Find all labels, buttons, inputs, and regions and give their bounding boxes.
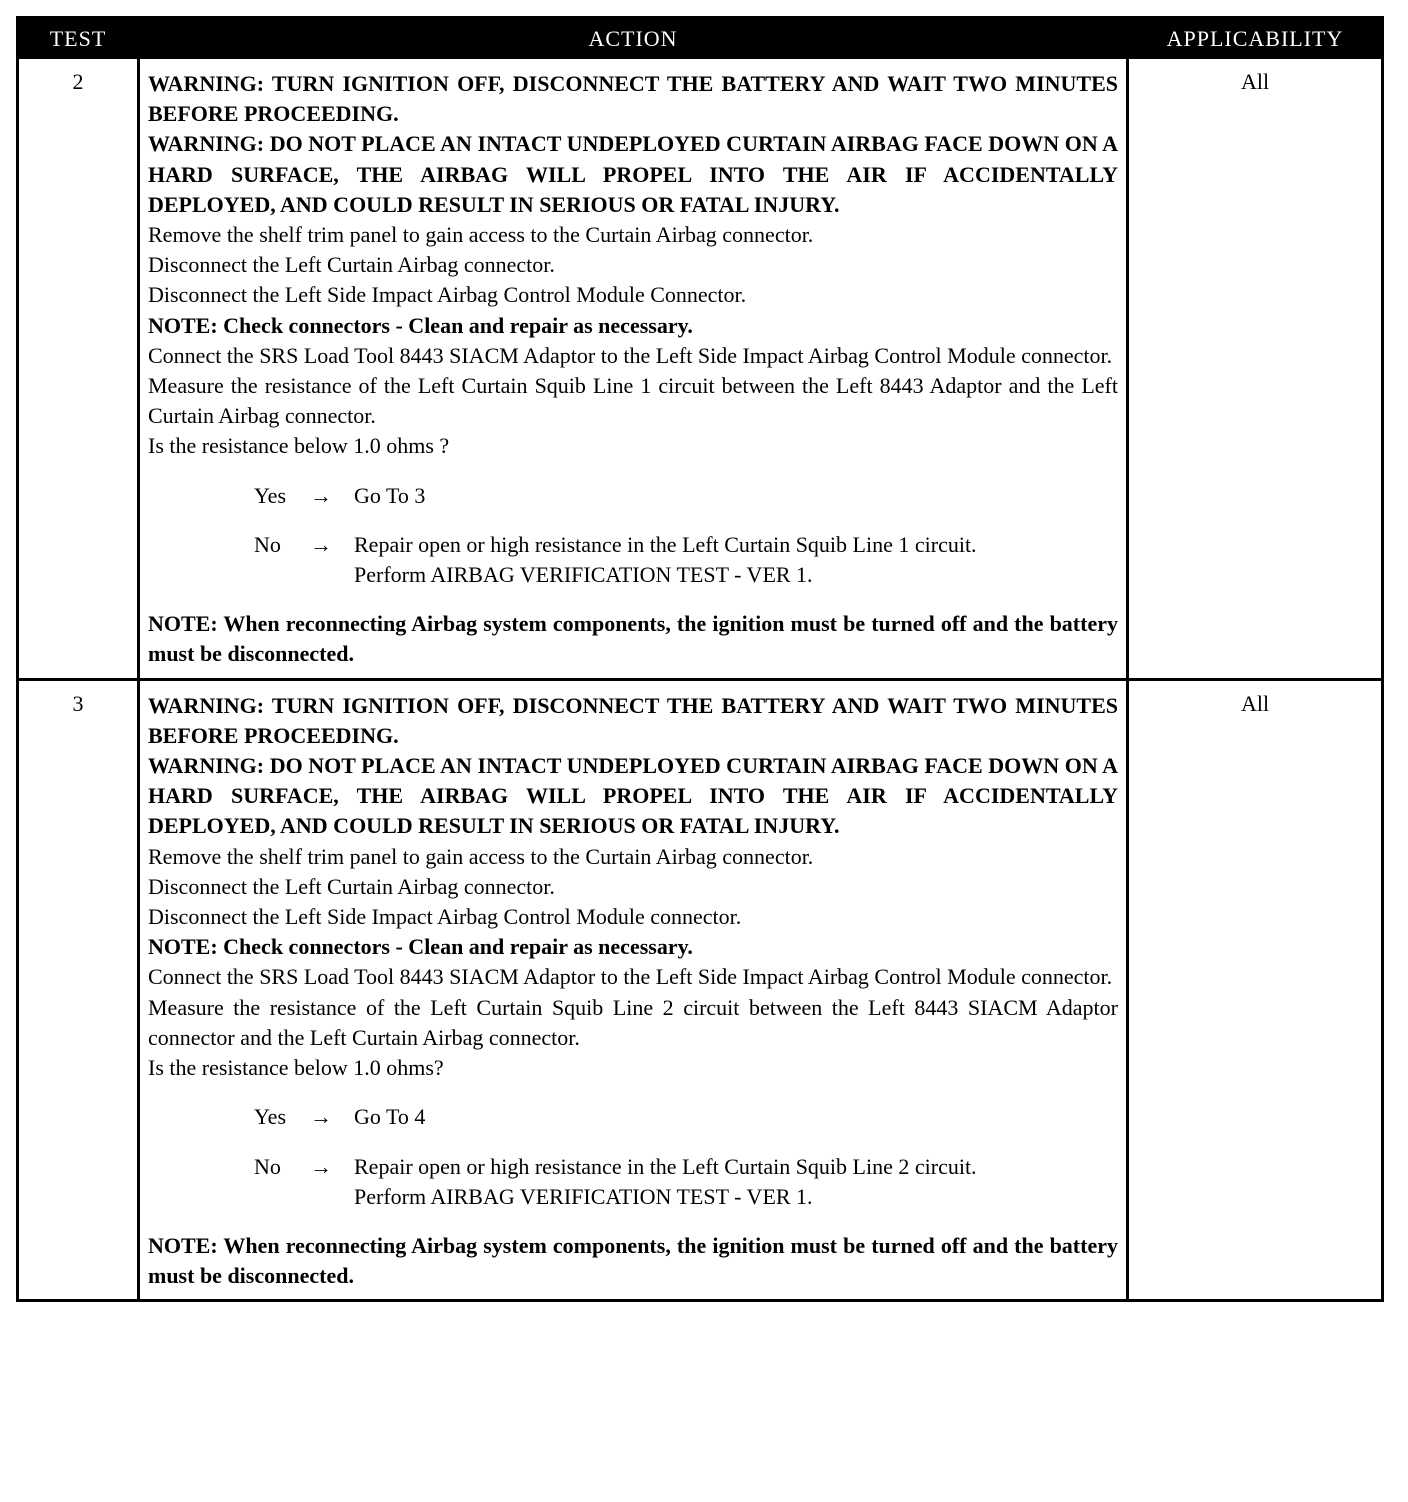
note-check-connectors: NOTE: Check connectors - Clean and repair as necessary.: [148, 934, 693, 960]
step-connect-tool: Connect the SRS Load Tool 8443 SIACM Adaptor to the Left Side Impact Airbag Control Module connector.: [148, 964, 1113, 990]
step-measure: Measure the resistance of the Left Curtain Squib Line 2 circuit between the Left 8443 SIACM Adaptor connector and the Left Curtain Airbag connector.: [148, 994, 1118, 1050]
warning-airbag-placement: WARNING: DO NOT PLACE AN INTACT UNDEPLOYED CURTAIN AIRBAG FACE DOWN ON A HARD SURFACE, THE AIRBAG WILL PROPEL INTO THE AIR IF ACCIDENTALLY DEPLOYED, AND COULD RESULT IN SERIOUS OR FATAL INJURY.: [148, 753, 1118, 839]
no-text-repair: Repair open or high resistance in the Left Curtain Squib Line 2 circuit.: [354, 1153, 977, 1179]
step-remove-trim: Remove the shelf trim panel to gain access to the Curtain Airbag connector.: [148, 843, 814, 869]
step-remove-trim: Remove the shelf trim panel to gain access to the Curtain Airbag connector.: [148, 222, 814, 248]
arrow-right-icon: →: [310, 1153, 332, 1179]
diagnostic-test-table: [16, 16, 1384, 1302]
no-text-repair: Repair open or high resistance in the Left Curtain Squib Line 1 circuit.: [354, 531, 977, 557]
no-text-verify: Perform AIRBAG VERIFICATION TEST - VER 1.: [354, 562, 813, 588]
yes-label: Yes: [254, 482, 287, 508]
no-text: [354, 1152, 1118, 1212]
step-connect-tool: Connect the SRS Load Tool 8443 SIACM Adaptor to the Left Side Impact Airbag Control Module connector.: [148, 342, 1113, 368]
table-row: [19, 678, 1381, 1300]
action-cell: [137, 681, 1129, 1300]
step-disconnect-module: Disconnect the Left Side Impact Airbag Control Module connector.: [148, 904, 742, 930]
table-row: [19, 59, 1381, 678]
applicability: All: [1240, 690, 1270, 716]
yes-text: Go To 4: [354, 1104, 426, 1130]
note-reconnecting: NOTE: When reconnecting Airbag system components, the ignition must be turned off and the battery must be disconnected.: [148, 611, 1118, 667]
arrow-right-icon: →: [310, 482, 332, 508]
no-text: [354, 530, 1118, 590]
warning-ignition: WARNING: TURN IGNITION OFF, DISCONNECT THE BATTERY AND WAIT TWO MINUTES BEFORE PROCEEDING.: [148, 692, 1118, 748]
question: Is the resistance below 1.0 ohms ?: [148, 433, 450, 459]
note-check-connectors: NOTE: Check connectors - Clean and repair as necessary.: [148, 312, 693, 338]
applicability: All: [1240, 69, 1270, 94]
no-text-verify: Perform AIRBAG VERIFICATION TEST - VER 1.: [354, 1183, 813, 1209]
header-applicability: APPLICABILITY: [1166, 26, 1344, 51]
question: Is the resistance below 1.0 ohms?: [148, 1055, 444, 1081]
step-disconnect-module: Disconnect the Left Side Impact Airbag Control Module Connector.: [148, 282, 747, 308]
action-cell: [137, 59, 1129, 678]
yes-label: Yes: [254, 1104, 287, 1130]
answer-yes: [254, 481, 1118, 511]
step-disconnect-curtain: Disconnect the Left Curtain Airbag connector.: [148, 252, 555, 278]
arrow-right-icon: →: [310, 531, 332, 557]
no-label: No: [254, 1153, 281, 1179]
warning-ignition: WARNING: TURN IGNITION OFF, DISCONNECT THE BATTERY AND WAIT TWO MINUTES BEFORE PROCEEDING.: [148, 71, 1118, 127]
header-test: TEST: [49, 26, 107, 51]
table-header: [19, 19, 1381, 59]
warning-airbag-placement: WARNING: DO NOT PLACE AN INTACT UNDEPLOYED CURTAIN AIRBAG FACE DOWN ON A HARD SURFACE, THE AIRBAG WILL PROPEL INTO THE AIR IF ACCIDENTALLY DEPLOYED, AND COULD RESULT IN SERIOUS OR FATAL INJURY.: [148, 131, 1118, 217]
no-label: No: [254, 531, 281, 557]
step-disconnect-curtain: Disconnect the Left Curtain Airbag connector.: [148, 873, 555, 899]
yes-text: Go To 3: [354, 482, 426, 508]
answer-no: [254, 1152, 1118, 1212]
step-measure: Measure the resistance of the Left Curtain Squib Line 1 circuit between the Left 8443 Adaptor and the Left Curtain Airbag connector.: [148, 373, 1118, 429]
test-number: 2: [72, 69, 84, 94]
answer-yes: [254, 1102, 1118, 1132]
answer-no: [254, 530, 1118, 590]
header-action: ACTION: [588, 26, 678, 51]
arrow-right-icon: →: [310, 1104, 332, 1130]
note-reconnecting: NOTE: When reconnecting Airbag system components, the ignition must be turned off and the battery must be disconnected.: [148, 1232, 1118, 1289]
test-number: 3: [72, 690, 84, 716]
